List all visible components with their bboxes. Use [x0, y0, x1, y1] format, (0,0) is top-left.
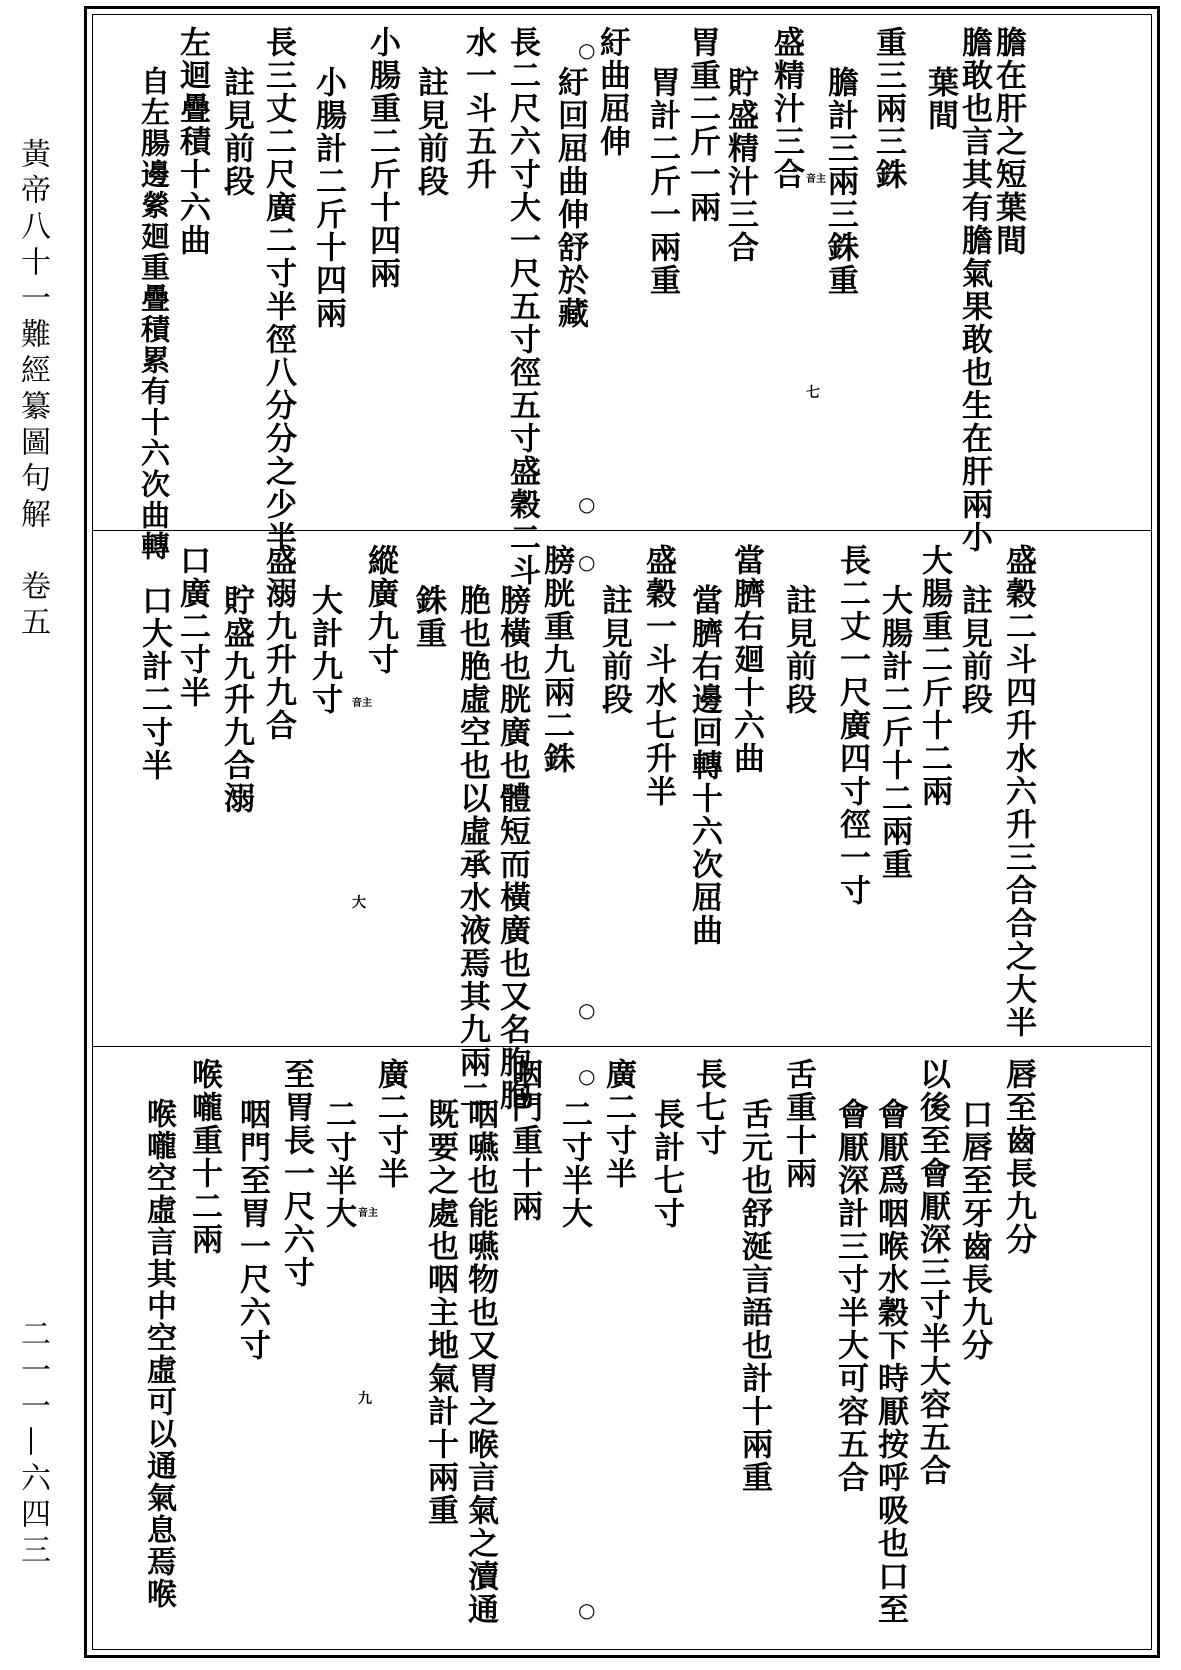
section-circle-mark: ○ — [578, 550, 596, 574]
phonetic-annotation: 音主 — [358, 1208, 378, 1219]
text-column: 盛溺九升九合 — [260, 544, 296, 742]
text-column: 舌元也舒涎言語也計十兩重 — [736, 1098, 772, 1494]
text-column: 註見前段 — [412, 66, 448, 198]
text-column: 註見前段 — [218, 66, 254, 198]
panel-top — [100, 26, 1144, 587]
text-column: 註見前段 — [956, 584, 992, 716]
text-column: 廣二寸半 — [600, 1058, 636, 1190]
text-column: 會厭爲咽喉水穀下時厭按呼吸也口至 — [872, 1098, 908, 1626]
text-column: 長計七寸 — [648, 1098, 684, 1230]
text-column: 咽門重十兩 — [506, 1058, 542, 1223]
text-column: 盛穀二斗四升水六升三合合之大半 — [1000, 544, 1036, 1039]
text-column: 舌重十兩 — [780, 1058, 816, 1190]
text-column: 註見前段 — [596, 584, 632, 716]
text-column: 咽門至胃一尺六寸 — [234, 1098, 270, 1362]
text-column: 廣二寸半 — [372, 1058, 408, 1190]
text-column: 大腸重二斤十二兩 — [916, 544, 952, 808]
text-column: 咽嚥也能嚥物也又胃之喉言氣之瀆通 — [462, 1098, 498, 1626]
text-column: 當臍右廻十六曲 — [728, 544, 764, 775]
book-title: 黃帝八十一難經纂圖句解 卷五 — [15, 138, 50, 642]
section-circle-mark: ○ — [578, 38, 596, 62]
text-column: 唇至齒長九分 — [1000, 1058, 1036, 1256]
text-column: 盛穀一斗水七升半 — [640, 544, 676, 808]
text-column: 重三兩三銖 — [870, 26, 906, 191]
section-circle-mark: ○ — [578, 998, 596, 1022]
text-column: 自左腸邊縈廻重疊積累有十六次曲轉 — [137, 66, 171, 562]
text-column: 葉間 — [922, 66, 958, 132]
folio-mark: 七 — [806, 385, 820, 401]
text-column: 至胃長一尺六寸 — [278, 1058, 314, 1289]
text-column: 口大計二寸半 — [136, 584, 172, 782]
text-column: 左迴疊積十六曲 — [174, 26, 210, 257]
text-column: 胃重二斤一兩 — [684, 26, 720, 224]
text-column: 長七寸 — [690, 1058, 726, 1157]
text-column: 大腸計二斤十二兩重 — [876, 584, 912, 881]
text-column: 長二丈一尺廣四寸徑一寸 — [834, 544, 870, 907]
panel-divider-1 — [92, 530, 1152, 531]
text-column: 胃計二斤一兩重 — [644, 66, 680, 297]
text-column: 二寸半大 — [556, 1098, 592, 1230]
text-column: 大計九寸 — [306, 584, 342, 716]
panel-bottom — [100, 1058, 1144, 1644]
text-column: 二寸半大 — [320, 1098, 356, 1230]
text-column: 註見前段 — [780, 584, 816, 716]
section-circle-mark: ○ — [578, 1064, 596, 1088]
text-column: 膽敢也言其有膽氣果敢也生在肝兩小 — [956, 26, 992, 554]
text-column: 膀橫也胱廣也體短而橫廣也又名胞胞 — [494, 584, 530, 1112]
phonetic-annotation: 音主 — [352, 698, 372, 709]
folio-mark: 九 — [358, 1391, 372, 1407]
text-column: 水一斗五升 — [460, 26, 496, 191]
phonetic-annotation: 音主 — [806, 174, 826, 185]
text-column: 貯盛精汁三合 — [722, 66, 758, 264]
text-column: 貯盛九升九合溺 — [218, 584, 254, 815]
section-circle-mark: ○ — [578, 1598, 596, 1622]
text-column: 膽計三兩三銖重 — [822, 66, 858, 297]
text-column: 盛精汁三合 — [768, 26, 804, 191]
text-column: 膽在肝之短葉間 — [990, 26, 1026, 257]
text-column: 銖重 — [410, 584, 446, 650]
text-column: 小腸重二斤十四兩 — [364, 26, 400, 290]
text-column: 小腸計二斤十四兩 — [310, 66, 346, 330]
text-column: 當臍右邊回轉十六次屈曲 — [686, 584, 722, 947]
text-column: 以後至會厭深三寸半大容五合 — [914, 1058, 950, 1487]
page-number: 二一一—六四三 — [15, 1318, 50, 1570]
text-column: 縱廣九寸 — [362, 544, 398, 676]
section-circle-mark: ○ — [578, 492, 596, 516]
text-column: 口廣二寸半 — [174, 544, 210, 709]
text-column: 喉嚨重十二兩 — [186, 1058, 222, 1256]
text-column: 脃也脃虛空也以虛承水液焉其九兩二 — [454, 584, 490, 1112]
text-column: 長三丈二尺廣二寸半徑八分分之少半 — [260, 26, 296, 554]
text-column: 長二尺六寸大一尺五寸徑五寸盛穀二斗 — [504, 26, 540, 587]
text-column: 喉嚨空虛言其中空虛可以通氣息焉喉 — [141, 1098, 176, 1610]
panel-divider-2 — [92, 1046, 1152, 1047]
text-column: 紆回屈曲伸舒於藏 — [552, 66, 588, 330]
text-column: 既要之處也咽主地氣計十兩重 — [422, 1098, 458, 1527]
text-column: 膀胱重九兩二銖 — [538, 544, 574, 775]
folio-mark: 大 — [352, 895, 366, 911]
text-column: 口唇至牙齒長九分 — [956, 1098, 992, 1362]
text-column: 會厭深計三寸半大可容五合 — [832, 1098, 868, 1494]
text-column: 紆曲屈伸 — [594, 26, 630, 158]
